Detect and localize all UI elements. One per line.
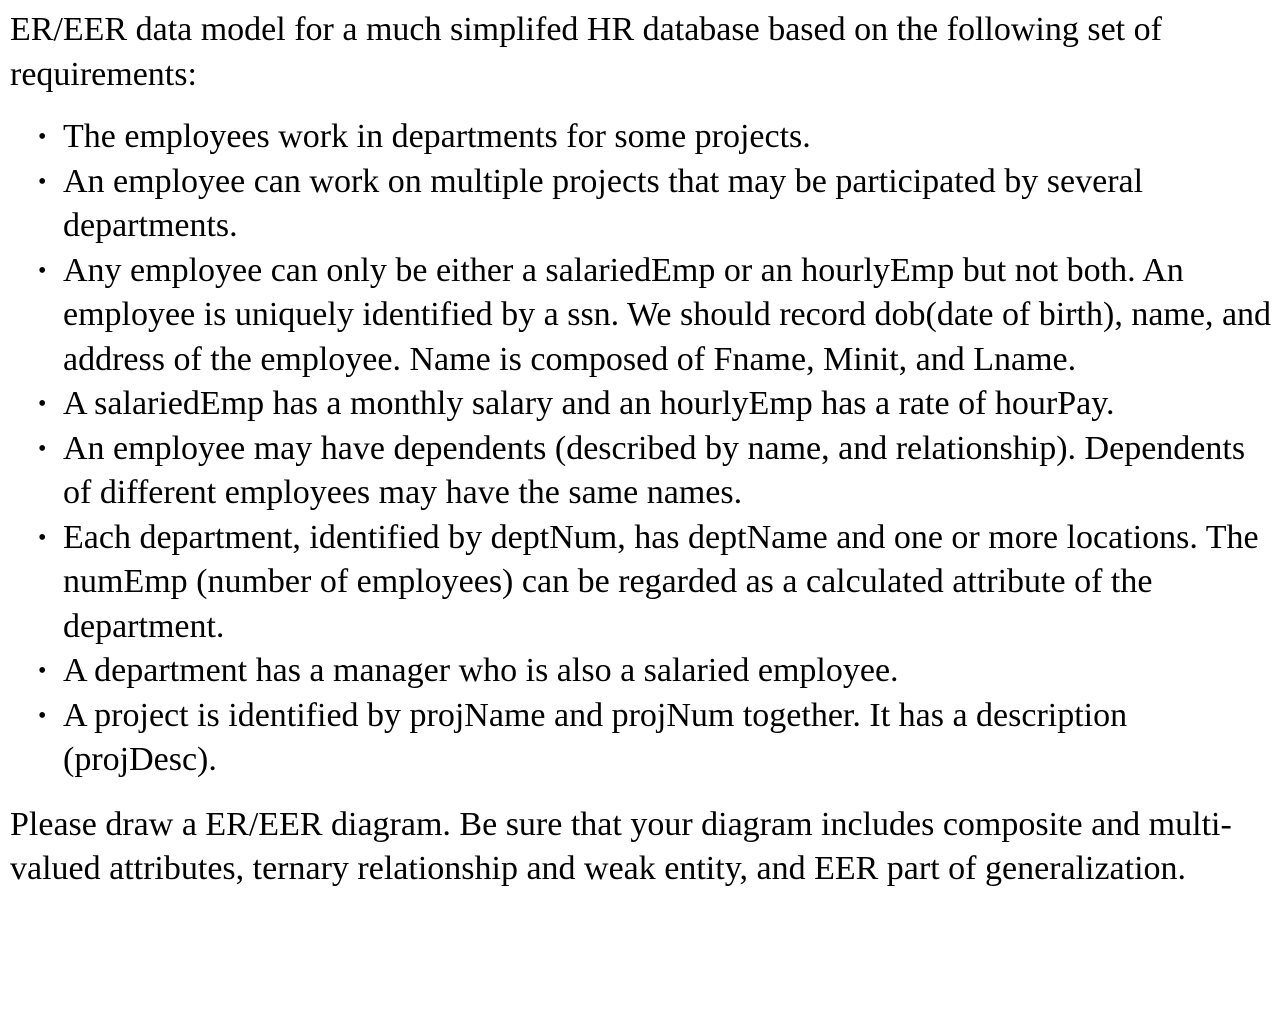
requirement-text: Any employee can only be either a salariedEmp or an hourlyEmp but not both. An employee is uniquely identified by a ssn. We should record dob(date of birth), name, and address of the employee. Name is composed of Fname, Minit, and Lname. [63, 251, 1272, 378]
bullet-icon: • [38, 391, 47, 417]
bullet-icon: • [38, 702, 47, 729]
list-item [10, 382, 1278, 427]
bullet-icon: • [38, 524, 47, 551]
bullet-icon: • [38, 658, 47, 684]
requirement-text: An employee can work on multiple projects that may be participated by several departments. [63, 162, 1144, 244]
requirement-text: An employee may have dependents (described by name, and relationship). Dependents of different employees may have the same names. [63, 429, 1246, 511]
bullet-icon: • [38, 435, 47, 462]
list-item [10, 115, 1278, 160]
list-item [10, 160, 1278, 249]
list-item [10, 649, 1278, 694]
closing-paragraph: Please draw a ER/EER diagram. Be sure that your diagram includes composite and multi-valued attributes, ternary relationship and weak entity, and EER part of generalization. [10, 805, 1232, 887]
requirement-text: A project is identified by projName and projNum together. It has a description (projDesc). [63, 696, 1128, 778]
bullet-icon: • [38, 168, 47, 195]
intro-paragraph: ER/EER data model for a much simplifed HR database based on the following set of requirements: [10, 11, 1162, 93]
list-item [10, 516, 1278, 650]
requirements-list [10, 115, 1278, 783]
list-item [10, 427, 1278, 516]
requirement-text: A salariedEmp has a monthly salary and an hourlyEmp has a rate of hourPay. [63, 385, 1115, 422]
list-item [10, 249, 1278, 383]
document-body [10, 8, 1278, 892]
requirement-text: A department has a manager who is also a salaried employee. [63, 652, 899, 689]
bullet-icon: • [38, 257, 47, 284]
bullet-icon: • [38, 124, 47, 150]
requirement-text: The employees work in departments for some projects. [63, 118, 811, 155]
requirement-text: Each department, identified by deptNum, has deptName and one or more locations. The numEmp (number of employees) can be regarded as a calculated attribute of the department. [63, 518, 1259, 645]
list-item [10, 694, 1278, 783]
